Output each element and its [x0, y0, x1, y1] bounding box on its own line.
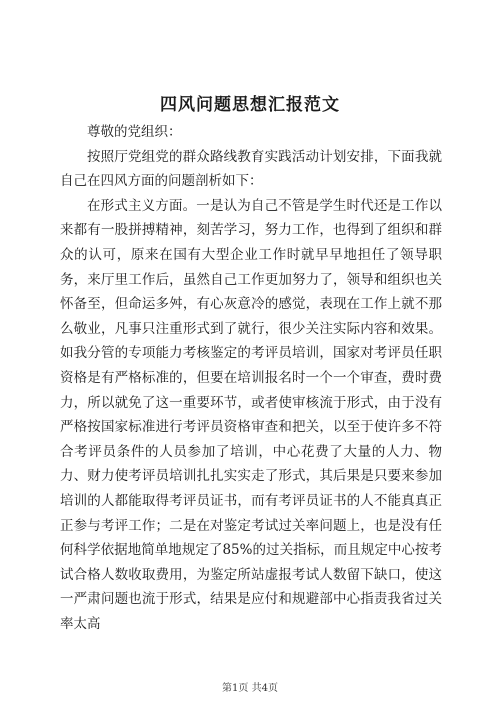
formalism-paragraph: 在形式主义方面。一是认为自己不管是学生时代还是工作以来都有一股拼搏精神，刻苦学习，努力工作，也得到了组织和群众的认可，原来在国有大型企业工作时就早早地担任了领导职务，来厅里工作后，虽然自己工作更加努力了，领导和组织也关怀备至，但命运多舛，有心灰意冷的感觉，表现在工作上就不那么敬业，凡事只注重形式到了就行，很少关注实际内容和效果。如我分管的专项能力考核鉴定的考评员培训，国家对考评员任职资格是有严格标准的，但要在培训报名时一个一个审查，费时费力，所以就免了这一重要环节，或者使审核流于形式，由于没有严格按国家标准进行考评员资格审查和把关，以至于使许多不符合考评员条件的人员参加了培训，中心花费了大量的人力、物力、财力使考评员培训扎扎实实走了形式，其后果是只要来参加培训的人都能取得考评员证书，而有考评员证书的人不能真真正正参与考评工作；二是在对鉴定考试过关率问题上，也是没有任何科学依据地简单地规定了85%的过关指标，而且规定中心按考试合格人数收取费用，为鉴定所站虚报考试人数留下缺口，使这一严肃问题也流于形式，结果是应付和规避部中心指责我省过关率太高 [60, 197, 442, 632]
intro-paragraph: 按照厅党组党的群众路线教育实践活动计划安排，下面我就自己在四风方面的问题剖析如下： [60, 148, 442, 190]
page-footer: 第1页 共4页 [222, 683, 278, 694]
document-body [60, 120, 442, 636]
document-title: 四风问题思想汇报范文 [160, 95, 340, 115]
salutation: 尊敬的党组织： [87, 124, 182, 140]
